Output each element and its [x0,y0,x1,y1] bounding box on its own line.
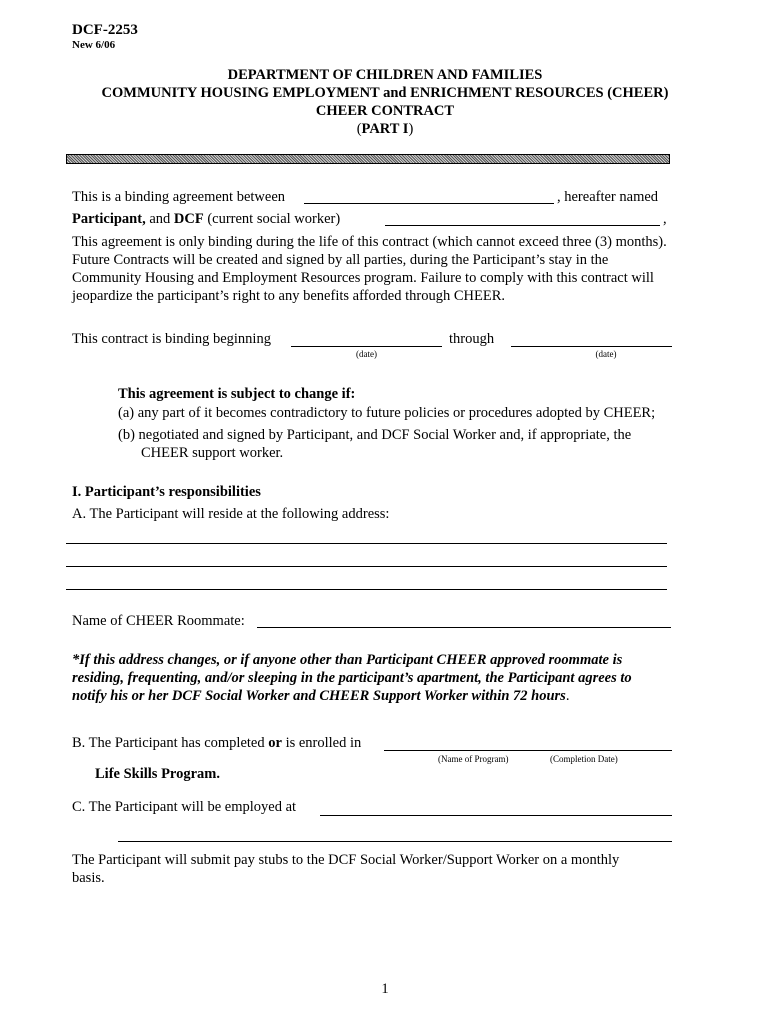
item-c-employment-label: C. The Participant will be employed at [72,799,297,815]
header-contract-title: CHEER CONTRACT [315,103,455,119]
form-code: DCF-2253 [72,22,138,38]
subject-item-b: (b) negotiated and signed by Participant, and DCF Social Worker and, if appropriate, the [118,427,632,443]
header-department: DEPARTMENT OF CHILDREN AND FAMILIES [227,67,543,83]
end-date-field[interactable] [511,346,672,347]
page-number: 1 [381,981,389,997]
comma: , [663,211,667,227]
address-line-2[interactable] [66,566,667,567]
roommate-name-field[interactable] [257,627,671,628]
agreement-paragraph-line: Community Housing and Employment Resources program. Failure to comply with this contract will [72,270,654,286]
header-program: COMMUNITY HOUSING EMPLOYMENT and ENRICHMENT RESOURCES (CHEER) [101,85,669,101]
life-skills-program: Life Skills Program. [95,766,220,782]
completion-date-caption: (Completion Date) [550,754,618,764]
social-worker-name-field[interactable] [385,225,660,226]
binding-beginning-label: This contract is binding beginning [72,331,271,347]
agreement-paragraph-line: jeopardize the participant’s right to any benefits afforded through CHEER. [72,288,505,304]
through-label: through [449,331,495,347]
name-of-program-caption: (Name of Program) [438,754,509,764]
hatched-divider [66,154,670,164]
header-part: (PART I) [356,121,414,137]
subject-item-a: (a) any part of it becomes contradictory to future policies or procedures adopted by CHEER; [118,405,656,421]
form-version: New 6/06 [72,39,116,51]
employer-field[interactable] [320,815,672,816]
hereafter-named-label: , hereafter named [557,189,659,205]
employer-field-line-2[interactable] [118,841,672,842]
end-date-caption: (date) [595,349,617,359]
roommate-label: Name of CHEER Roommate: [72,613,245,629]
start-date-caption: (date) [356,349,377,359]
item-a-address-label: A. The Participant will reside at the following address: [72,506,390,522]
participant-dcf-label: Participant, and DCF (current social worker) [72,211,341,227]
address-change-notice: residing, frequenting, and/or sleeping in the participant’s apartment, the Participant agrees to [72,670,632,686]
participant-name-field[interactable] [304,203,554,204]
subject-item-b-cont: CHEER support worker. [141,445,284,461]
pay-stubs-text: The Participant will submit pay stubs to the DCF Social Worker/Support Worker on a monthly [72,852,620,868]
pay-stubs-text-cont: basis. [72,870,105,886]
start-date-field[interactable] [291,346,442,347]
subject-to-change-heading: This agreement is subject to change if: [118,386,356,402]
address-change-notice: *If this address changes, or if anyone other than Participant CHEER approved roommate is [72,652,623,668]
section-participant-responsibilities: I. Participant’s responsibilities [72,484,261,500]
agreement-paragraph-line: Future Contracts will be created and signed by all parties, during the Participant’s stay in the [72,252,609,268]
binding-between-label: This is a binding agreement between [72,189,286,205]
agreement-paragraph-line: This agreement is only binding during the life of this contract (which cannot exceed three (3) months). [72,234,667,250]
item-b-program-label: B. The Participant has completed or is enrolled in [72,735,362,751]
address-line-1[interactable] [66,543,667,544]
program-field[interactable] [384,750,672,751]
address-change-notice-last: notify his or her DCF Social Worker and CHEER Support Worker within 72 hours. [72,688,570,704]
address-line-3[interactable] [66,589,667,590]
